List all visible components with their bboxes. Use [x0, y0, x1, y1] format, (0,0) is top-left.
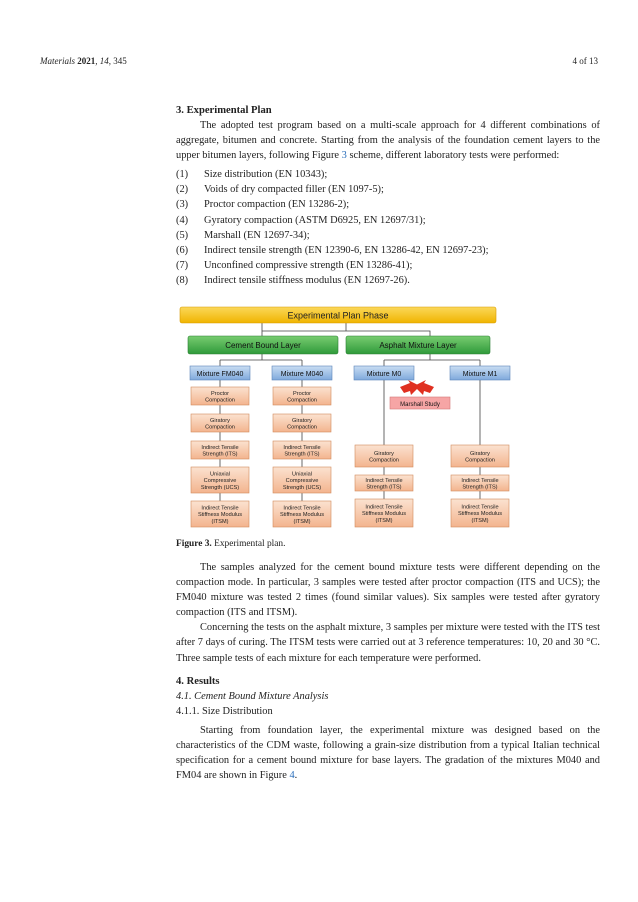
mixture-fm040-label: Mixture FM040: [196, 371, 244, 378]
paragraph-samples: The samples analyzed for the cement bound mixture tests were different depending on the compaction mode. In particular, 3 samples were tested after proctor compaction (ITS and UCS); the FM040 mixture was tested 2 times (found similar values). Six samples were tested after gyratory compaction (ITS and ITSM).: [176, 562, 600, 619]
ucs-label: Uniaxial: [292, 471, 312, 478]
ucs-label: Compressive: [203, 478, 237, 485]
section-experimental-plan: [176, 103, 600, 288]
ucs-label: Compressive: [285, 478, 319, 485]
gyratory-compaction-label: Giratory: [292, 417, 312, 424]
its-label: Indirect Tensile: [461, 477, 499, 484]
test-list-item: [176, 243, 600, 258]
caption-label: Figure 3.: [176, 539, 212, 549]
test-boxes: [191, 387, 509, 527]
test-list-item: [176, 213, 600, 228]
test-list-number: (5): [176, 229, 189, 241]
section-heading: 3. Experimental Plan: [176, 105, 272, 116]
test-list: [176, 167, 600, 288]
test-list-item: [176, 197, 600, 212]
subsection-cement-heading: 4.1. Cement Bound Mixture Analysis: [176, 690, 329, 702]
proctor-compaction-label: Proctor: [210, 390, 230, 397]
figure4-ref-link[interactable]: 4: [289, 770, 295, 782]
marshall-study-label: Marshall Study: [400, 402, 440, 408]
journal-volume: 14: [99, 56, 109, 66]
test-list-item: [176, 182, 600, 197]
paragraph-asphalt: Concerning the tests on the asphalt mixture, 3 samples per mixture were tested with the ITS test after 7 days of curing. The ITSM tests were carried out at 3 reference temperatures: 10, 20 and 30 °C. Three sample tests of each mixture for each temperature were performed.: [176, 622, 600, 664]
journal-citation: Materials 2021, 14, 345: [40, 56, 127, 66]
gyratory-compaction-label: Compaction: [465, 457, 495, 464]
size-text-a: Starting from foundation layer, the experimental mixture was designed based on the characteristics of the CDM waste, following a grain-size distribution from a typical Italian technical specification for a cement bound mixture for base layers. The gradation of the mixtures M040 and FM04 are shown in Figure: [176, 724, 600, 782]
itsm-label: Stiffness Modulus: [279, 512, 325, 519]
ucs-label: Strength (UCS): [200, 484, 240, 491]
experimental-plan-figure: [176, 303, 600, 533]
test-list-number: (3): [176, 199, 189, 211]
plan-title: Experimental Plan Phase: [287, 310, 389, 321]
test-list-number: (4): [176, 214, 189, 226]
test-list-text: Voids of dry compacted filler (EN 1097-5);: [204, 184, 384, 196]
journal-year: 2021: [77, 56, 96, 66]
figure-caption: [176, 539, 285, 549]
its-label: Strength (ITS): [462, 484, 498, 491]
test-list-item: [176, 258, 600, 273]
its-label: Strength (ITS): [202, 451, 238, 458]
itsm-label: (ITSM): [211, 518, 229, 525]
intro-paragraph: [176, 118, 600, 163]
test-list-text: Unconfined compressive strength (EN 13286-41);: [204, 259, 413, 271]
itsm-label: Stiffness Modulus: [361, 511, 407, 518]
proctor-compaction-label: Compaction: [287, 397, 317, 404]
mixture-m1-label: Mixture M1: [462, 371, 498, 378]
its-label: Strength (ITS): [366, 484, 402, 491]
proctor-compaction-label: Proctor: [292, 390, 312, 397]
test-list-text: Indirect tensile stiffness modulus (EN 12697-26).: [204, 274, 410, 286]
itsm-label: Indirect Tensile: [461, 504, 499, 511]
page-header: [40, 56, 598, 70]
subsubsection-size-heading: 4.1.1. Size Distribution: [176, 705, 273, 717]
test-list-text: Proctor compaction (EN 13286-2);: [204, 199, 350, 211]
gyratory-compaction-label: Giratory: [210, 417, 230, 424]
test-list-item: [176, 273, 600, 288]
test-list-number: (2): [176, 184, 189, 196]
figure-ref-link[interactable]: 3: [341, 150, 347, 162]
itsm-label: (ITSM): [293, 518, 311, 525]
intro-text-b: scheme, different laboratory tests were performed:: [346, 150, 560, 162]
test-list-text: Marshall (EN 12697-34);: [204, 229, 310, 241]
gyratory-compaction-label: Compaction: [205, 424, 235, 431]
ucs-label: Strength (UCS): [282, 484, 322, 491]
itsm-label: Indirect Tensile: [365, 504, 403, 511]
size-text-b: .: [294, 770, 298, 782]
proctor-compaction-label: Compaction: [205, 397, 235, 404]
itsm-label: (ITSM): [471, 517, 489, 524]
article-number: 345: [113, 56, 127, 66]
section-results-heading: 4. Results: [176, 675, 220, 687]
mixture-m0-label: Mixture M0: [366, 371, 402, 378]
intro-text-a: The adopted test program based on a multi-scale approach for 4 different combinations of aggregate, bitumen and concrete. Starting from the analysis of the foundation cement layers to the upper bitumen layers, following Figure: [176, 120, 600, 162]
test-list-item: [176, 228, 600, 243]
page-number: 4 of 13: [572, 56, 598, 66]
itsm-label: Stiffness Modulus: [457, 511, 503, 518]
test-list-number: (7): [176, 259, 189, 271]
asphalt-layer-label: Asphalt Mixture Layer: [379, 341, 457, 350]
its-label: Strength (ITS): [284, 451, 320, 458]
gyratory-compaction-label: Compaction: [287, 424, 317, 431]
test-list-text: Indirect tensile strength (EN 12390-6, EN 13286-42, EN 12697-23);: [204, 244, 489, 256]
test-list-number: (6): [176, 244, 189, 256]
test-list-text: Gyratory compaction (ASTM D6925, EN 12697/31);: [204, 214, 426, 226]
gyratory-compaction-label: Giratory: [374, 450, 394, 457]
cement-layer-label: Cement Bound Layer: [225, 341, 301, 350]
itsm-label: Stiffness Modulus: [197, 512, 243, 519]
itsm-label: (ITSM): [375, 517, 393, 524]
its-label: Indirect Tensile: [283, 444, 321, 451]
its-label: Indirect Tensile: [365, 477, 403, 484]
test-list-number: (8): [176, 274, 189, 286]
test-list-text: Size distribution (EN 10343);: [204, 169, 328, 181]
size-distribution-paragraph: [176, 723, 600, 783]
itsm-label: Indirect Tensile: [201, 505, 239, 512]
gyratory-compaction-label: Giratory: [470, 450, 490, 457]
its-label: Indirect Tensile: [201, 444, 239, 451]
test-list-number: (1): [176, 169, 189, 181]
itsm-label: Indirect Tensile: [283, 505, 321, 512]
journal-name: Materials: [40, 56, 75, 66]
ucs-label: Uniaxial: [210, 471, 230, 478]
test-list-item: [176, 167, 600, 182]
caption-text: Experimental plan.: [211, 539, 286, 549]
mixture-m040-label: Mixture M040: [280, 371, 324, 378]
results-block: [176, 560, 600, 783]
gyratory-compaction-label: Compaction: [369, 457, 399, 464]
red-arrow-icon: [414, 380, 434, 395]
